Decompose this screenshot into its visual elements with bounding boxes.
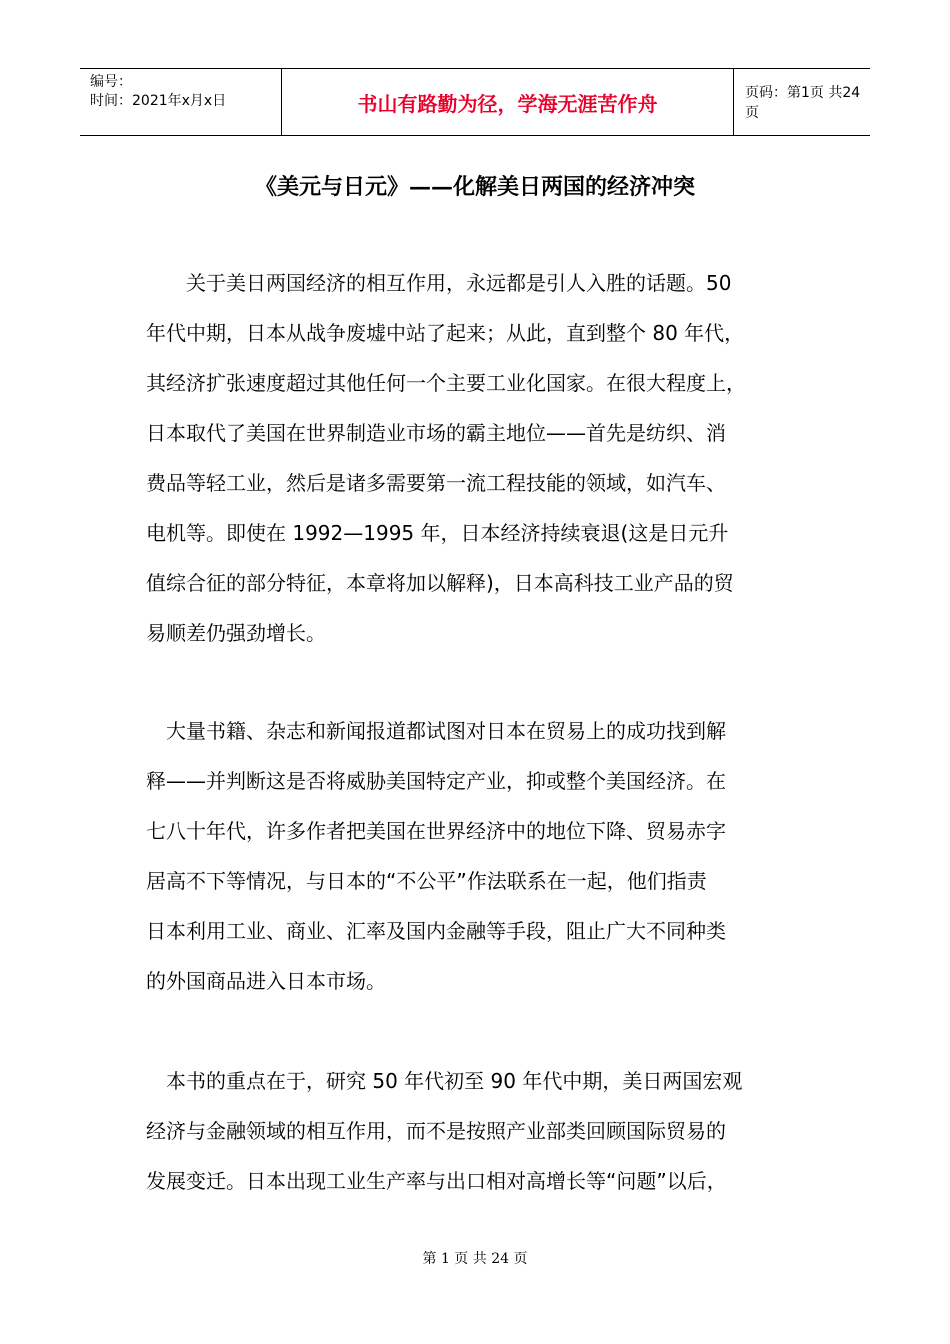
paragraph-line: 大量书籍、杂志和新闻报道都试图对日本在贸易上的成功找到解 — [146, 719, 726, 743]
paragraph-line: 值综合征的部分特征，本章将加以解释)，日本高科技工业产品的贸 — [146, 571, 734, 595]
paragraph-3 — [146, 1056, 836, 1206]
header-page-cell — [734, 69, 870, 135]
document-title: 《美元与日元》——化解美日两国的经济冲突 — [254, 174, 695, 200]
paragraph-2 — [146, 706, 836, 1006]
paragraph-line: 费品等轻工业，然后是诸多需要第一流工程技能的领域，如汽车、 — [146, 471, 726, 495]
header-table — [80, 68, 870, 136]
paragraph-line: 易顺差仍强劲增长。 — [146, 621, 326, 645]
paragraph-line: 关于美日两国经济的相互作用，永远都是引人入胜的话题。50 — [146, 271, 732, 295]
document-time-label: 时间：2021年x月x日 — [90, 93, 227, 109]
page-footer: 第 1 页 共 24 页 — [422, 1251, 528, 1267]
header-motto-cell — [282, 69, 734, 135]
paragraph-line: 的外国商品进入日本市场。 — [146, 969, 386, 993]
header-meta-cell — [80, 69, 282, 135]
header-motto: 书山有路勤为径，学海无涯苦作舟 — [357, 91, 658, 116]
paragraph-line: 居高不下等情况，与日本的“不公平”作法联系在一起，他们指责 — [146, 869, 707, 893]
paragraph-line: 释——并判断这是否将威胁美国特定产业，抑或整个美国经济。在 — [146, 769, 726, 793]
paragraph-line: 日本取代了美国在世界制造业市场的霸主地位——首先是纺织、消 — [146, 421, 726, 445]
paragraph-line: 发展变迁。日本出现工业生产率与出口相对高增长等“问题”以后， — [146, 1169, 727, 1193]
paragraph-line: 经济与金融领域的相互作用，而不是按照产业部类回顾国际贸易的 — [146, 1119, 726, 1143]
paragraph-line: 电机等。即使在 1992—1995 年，日本经济持续衰退(这是日元升 — [146, 521, 729, 545]
paragraph-1 — [146, 258, 836, 658]
paragraph-line: 其经济扩张速度超过其他任何一个主要工业化国家。在很大程度上， — [146, 371, 746, 395]
paragraph-line: 日本利用工业、商业、汇率及国内金融等手段，阻止广大不同种类 — [146, 919, 726, 943]
paragraph-line: 本书的重点在于，研究 50 年代初至 90 年代中期，美日两国宏观 — [146, 1069, 743, 1093]
header-page-info: 页码：第1页 共24页 — [745, 85, 861, 121]
paragraph-line: 年代中期，日本从战争废墟中站了起来；从此，直到整个 80 年代， — [146, 321, 745, 345]
paragraph-line: 七八十年代，许多作者把美国在世界经济中的地位下降、贸易赤字 — [146, 819, 726, 843]
document-number-label: 编号： — [90, 74, 132, 90]
